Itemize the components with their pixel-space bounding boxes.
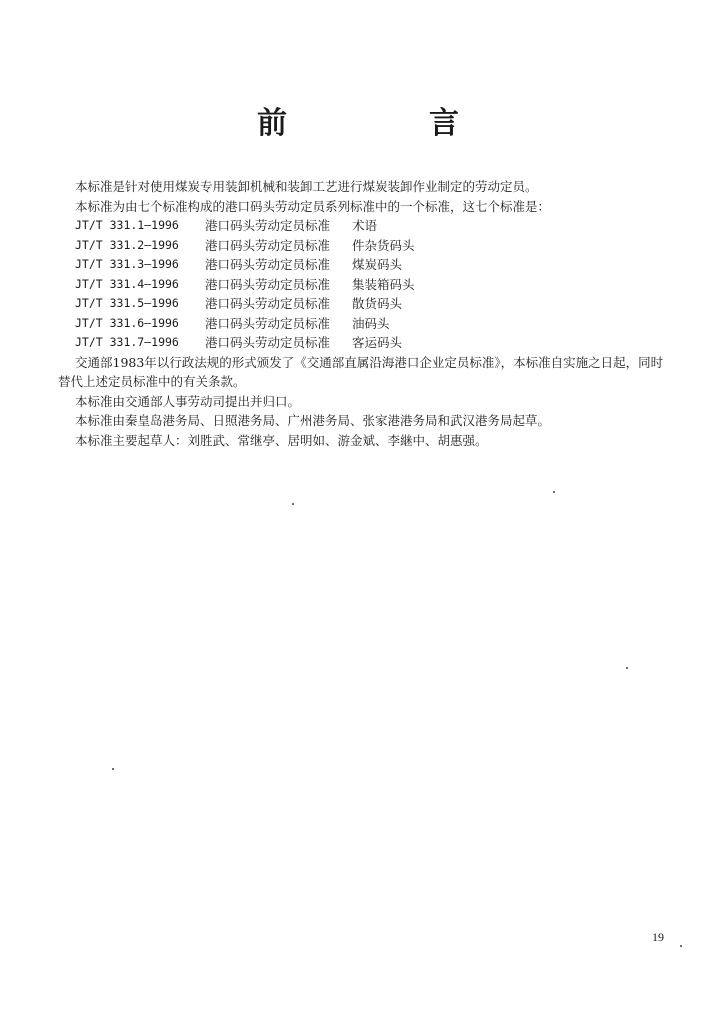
list-item: [58, 236, 668, 256]
standard-subject: 油码头: [352, 315, 390, 331]
paragraph-series-intro: 本标准为由七个标准构成的港口码头劳动定员系列标准中的一个标准，这七个标准是：: [75, 198, 551, 214]
standard-name: 港口码头劳动定员标准: [205, 296, 331, 311]
standard-subject: 件杂货码头: [352, 237, 415, 253]
page-title: 前 言: [257, 106, 515, 141]
list-item: [58, 333, 668, 353]
standard-subject: 集装箱码头: [352, 276, 415, 292]
page-number: 19: [652, 930, 664, 944]
standard-name: 港口码头劳动定员标准: [205, 315, 331, 331]
list-item: [58, 255, 668, 275]
list-item: [58, 275, 668, 295]
paragraph-drafters: 本标准主要起草人：刘胜武、常继亭、居明如、游金斌、李継中、胡惠强。: [75, 432, 488, 448]
paragraph-purpose: 本标准是针对使用煤炭专用装卸机械和装卸工艺进行煤炭装卸作业制定的劳动定员。: [75, 179, 538, 194]
scan-speck: [112, 768, 114, 770]
standard-code: JT/T 331.5—1996: [75, 296, 179, 310]
scan-speck: [626, 667, 628, 669]
standard-name: 港口码头劳动定员标准: [205, 257, 331, 272]
paragraph-drafting-units: 本标准由秦皇岛港务局、日照港务局、广州港务局、张家港港务局和武汉港务局起草。: [75, 413, 551, 428]
scan-speck: [292, 503, 294, 505]
foreword-body: [58, 177, 668, 450]
standard-name: 港口码头劳动定员标准: [205, 276, 331, 292]
standard-subject: 煤炭码头: [352, 257, 403, 272]
list-item: [58, 294, 668, 314]
scan-speck: [680, 945, 682, 947]
standard-subject: 术语: [352, 218, 378, 233]
standard-code: JT/T 331.2—1996: [75, 237, 179, 252]
list-item: [58, 314, 668, 334]
paragraph-replacement: 交通部1983年以行政法规的形式颁发了《交通部直属沿海港口企业定员标准》，本标准自实施之日起，同时替代上述定员标准中的有关条款。: [58, 354, 664, 389]
standards-list: [58, 216, 668, 353]
standard-code: JT/T 331.1—1996: [75, 218, 179, 232]
list-item: [58, 216, 668, 236]
paragraph-proposer: 本标准由交通部人事劳动司提出并归口。: [75, 393, 301, 409]
standard-subject: 客运码头: [352, 335, 403, 350]
standard-name: 港口码头劳动定员标准: [205, 218, 331, 233]
standard-code: JT/T 331.7—1996: [75, 335, 179, 349]
standard-name: 港口码头劳动定员标准: [205, 237, 331, 253]
standard-name: 港口码头劳动定员标准: [205, 335, 331, 350]
scan-speck: [553, 491, 555, 493]
standard-code: JT/T 331.6—1996: [75, 315, 179, 330]
standard-code: JT/T 331.3—1996: [75, 257, 179, 271]
standard-subject: 散货码头: [352, 296, 403, 311]
standard-code: JT/T 331.4—1996: [75, 276, 179, 291]
